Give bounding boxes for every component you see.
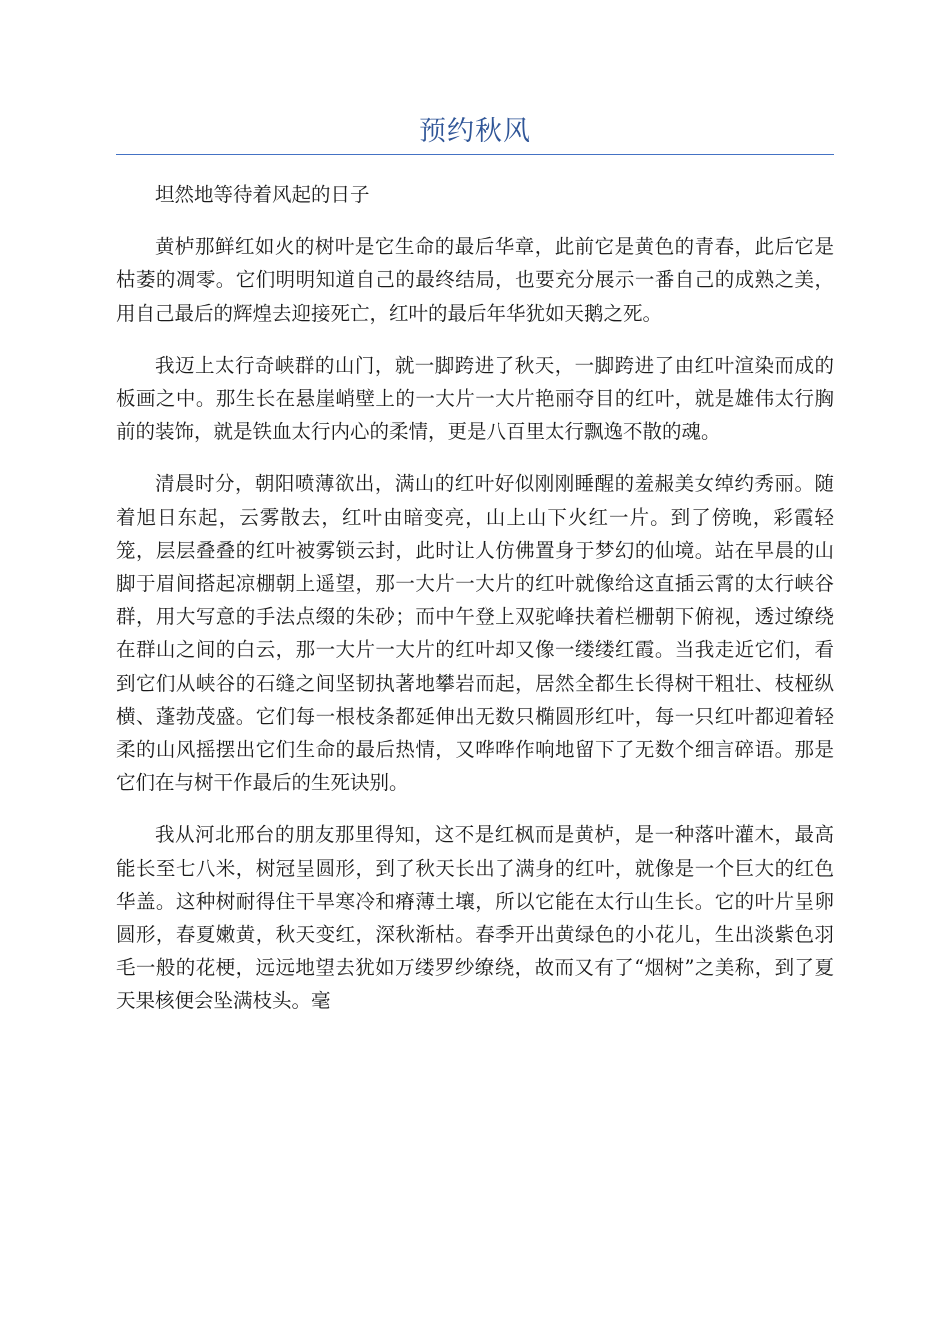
body-paragraph: 清晨时分，朝阳喷薄欲出，满山的红叶好似刚刚睡醒的羞赧美女绰约秀丽。随着旭日东起，云雾散去，红叶由暗变亮，山上山下火红一片。到了傍晚，彩霞轻笼，层层叠叠的红叶被雾锁云封，此时让人仿佛置身于梦幻的仙境。站在早晨的山脚于眉间搭起凉棚朝上遥望，那一大片一大片的红叶就像给这直插云霄的太行峡谷群，用大写意的手法点缀的朱砂；而中午登上双驼峰扶着栏栅朝下俯视，透过缭绕在群山之间的白云，那一大片一大片的红叶却又像一缕缕红霞。当我走近它们，看到它们从峡谷的石缝之间坚韧执著地攀岩而起，居然全都生长得树干粗壮、枝桠纵横、蓬勃茂盛。它们每一根枝条都延伸出无数只椭圆形红叶，每一只红叶都迎着轻柔的山风摇摆出它们生命的最后热情，又哗哗作响地留下了无数个细言碎语。那是它们在与树干作最后的生死诀别。 <box>116 472 834 795</box>
document-title: 预约秋风 <box>419 116 531 147</box>
body-paragraph: 黄栌那鲜红如火的树叶是它生命的最后华章，此前它是黄色的青春，此后它是枯萎的凋零。它们明明知道自己的最终结局，也要充分展示一番自己的成熟之美，用自己最后的辉煌去迎接死亡，红叶的最后年华犹如天鹅之死。 <box>116 235 834 325</box>
title-underline <box>116 154 834 155</box>
body-paragraph: 我从河北邢台的朋友那里得知，这不是红枫而是黄栌，是一种落叶灌木，最高能长至七八米，树冠呈圆形，到了秋天长出了满身的红叶，就像是一个巨大的红色华盖。这种树耐得住干旱寒冷和瘠薄土壤，所以它能在太行山生长。它的叶片呈卵圆形，春夏嫩黄，秋天变红，深秋渐枯。春季开出黄绿色的小花儿，生出淡紫色羽毛一般的花梗，远远地望去犹如万缕罗纱缭绕，故而又有了“烟树”之美称，到了夏天果核便会坠满枝头。毫 <box>116 823 834 1013</box>
body-paragraph: 我迈上太行奇峡群的山门，就一脚跨进了秋天，一脚跨进了由红叶渲染而成的板画之中。那生长在悬崖峭壁上的一大片一大片艳丽夺目的红叶，就是雄伟太行胸前的装饰，就是铁血太行内心的柔情，更是八百里太行飘逸不散的魂。 <box>116 353 834 444</box>
document-body <box>116 178 834 1037</box>
subtitle-paragraph: 坦然地等待着风起的日子 <box>155 183 370 206</box>
